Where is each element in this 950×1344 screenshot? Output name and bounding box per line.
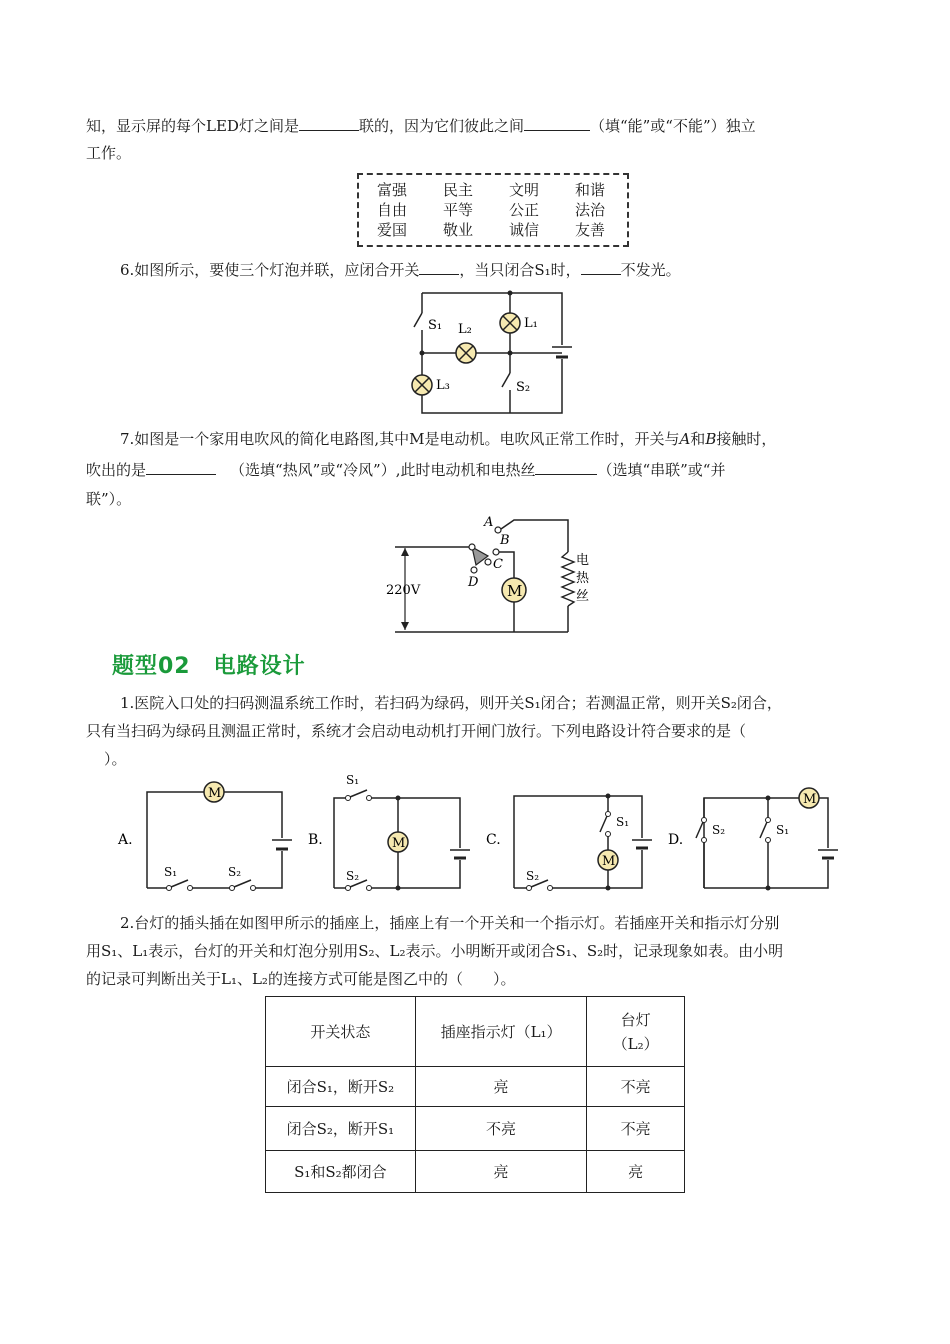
- d2-line2: 用S₁、L₁表示，台灯的开关和灯泡分别用S₂、L₂表示。小明断开或闭合S₁、S₂时，记录现象如表。由小明: [86, 942, 784, 960]
- battery-icon: [552, 347, 572, 357]
- slogan: 公正: [509, 201, 540, 219]
- slogan: 富强: [377, 181, 408, 199]
- arrow-down-icon: [401, 622, 409, 630]
- label-s1: S₁: [428, 318, 443, 333]
- q7-letter-b: B: [705, 430, 717, 448]
- label-s2: S₂: [516, 380, 531, 395]
- label-m: M: [507, 582, 523, 600]
- q6-question: [120, 258, 681, 281]
- q5-text-c: （填“能”或“不能”）独立: [589, 117, 756, 135]
- table-cell: 亮: [415, 1067, 587, 1107]
- d1-line2: 只有当扫码为绿码且测温正常时，系统才会启动电动机打开闸门放行。下列电路设计符合要求的是（: [86, 722, 747, 740]
- table-header-l2-b: （L₂）: [612, 1034, 659, 1053]
- table-row: [266, 1067, 685, 1107]
- slogan-grid: [377, 180, 627, 240]
- slogan: 文明: [509, 181, 540, 199]
- table-header-row: [266, 997, 685, 1067]
- slogan-box: [357, 173, 629, 247]
- contact-b: [493, 549, 499, 555]
- slogan: 和谐: [575, 181, 606, 199]
- q7-letter-a: A: [679, 430, 691, 448]
- option-c-label[interactable]: C.: [486, 832, 501, 848]
- q6-circuit-diagram: [400, 285, 580, 420]
- q5-blank-1[interactable]: [299, 114, 359, 131]
- q5-line2: 工作。: [86, 144, 132, 162]
- lamp-l1-icon: [500, 313, 520, 333]
- contact-pivot: [469, 544, 475, 550]
- lamp-l3-icon: [412, 375, 432, 395]
- slogan: 友善: [575, 221, 606, 239]
- label-s2: S₂: [526, 869, 540, 883]
- record-table: [265, 996, 685, 1193]
- wire: [501, 520, 568, 552]
- q7-text-c: （选填“热风”或“冷风”）,此时电动机和电热丝: [230, 461, 536, 479]
- table-cell: 不亮: [587, 1107, 685, 1151]
- slogan: 爱国: [377, 221, 408, 239]
- label-220v: 220V: [386, 583, 421, 598]
- q6-blank-2[interactable]: [581, 258, 621, 275]
- table-cell: 不亮: [415, 1107, 587, 1151]
- q5-line1: [86, 114, 756, 137]
- lamp-l2-icon: [456, 343, 476, 363]
- slogan: 敬业: [443, 221, 474, 239]
- label-heater-3: 丝: [576, 589, 590, 604]
- motor-label: M: [803, 792, 817, 807]
- motor-label: M: [602, 854, 616, 869]
- q7-line3: 联”）。: [86, 490, 132, 508]
- motor-icon: [502, 578, 526, 602]
- q6-text-b: ，当只闭合S₁时，: [459, 261, 581, 279]
- slogan: 自由: [377, 201, 408, 219]
- table-row: [266, 1151, 685, 1193]
- label-heater-1: 电: [576, 553, 590, 568]
- option-d-label[interactable]: D.: [668, 832, 684, 848]
- q6-text-c: 不发光。: [620, 261, 681, 279]
- table-header: 插座指示灯（L₁）: [415, 997, 587, 1067]
- contact-c: [485, 559, 491, 565]
- label-c: C: [493, 557, 503, 572]
- option-c-circuit[interactable]: [514, 794, 652, 891]
- label-a: A: [484, 515, 494, 530]
- label-b: B: [500, 533, 510, 548]
- table-header: [587, 997, 685, 1067]
- slogan: 民主: [443, 181, 474, 199]
- q7-blank-1[interactable]: [146, 458, 216, 475]
- d1-line3: ）。: [104, 750, 127, 768]
- motor-label: M: [392, 836, 406, 851]
- q7-text-d: （选填“串联”或“并: [597, 461, 726, 479]
- d2-line1: 2.台灯的插头插在如图甲所示的插座上，插座上有一个开关和一个指示灯。若插座开关和指示灯分别: [120, 914, 780, 932]
- label-l2: L₂: [458, 322, 472, 337]
- motor-label: M: [208, 786, 222, 801]
- table-cell: 亮: [415, 1151, 587, 1193]
- label-l3: L₃: [436, 378, 450, 393]
- option-b-label[interactable]: B.: [308, 832, 323, 848]
- q7-text-end: 接触时，: [716, 430, 777, 448]
- wire: [422, 293, 562, 345]
- label-s2: S₂: [712, 823, 726, 837]
- q7-line2: [86, 458, 725, 481]
- table-cell: 不亮: [587, 1067, 685, 1107]
- table-cell: 亮: [587, 1151, 685, 1193]
- slogan: 平等: [443, 201, 474, 219]
- switch-s2-icon: [502, 373, 510, 387]
- q7-text-b: 吹出的是: [86, 461, 147, 479]
- arrow-up-icon: [401, 548, 409, 556]
- option-a-circuit[interactable]: [147, 782, 292, 891]
- label-d: D: [468, 575, 479, 590]
- slogan: 法治: [575, 201, 606, 219]
- option-a-label[interactable]: A.: [118, 832, 133, 848]
- q5-text-b: 联的，因为它们彼此之间: [358, 117, 524, 135]
- label-s1: S₁: [776, 823, 790, 837]
- label-s1: S₁: [616, 815, 630, 829]
- table-header: 开关状态: [266, 997, 416, 1067]
- table-cell: 闭合S₂，断开S₁: [266, 1107, 416, 1151]
- switch-s1-icon: [414, 313, 422, 327]
- d1-option-circuits: [112, 773, 842, 900]
- table-row: [266, 1107, 685, 1151]
- d1-line1: 1.医院入口处的扫码测温系统工作时，若扫码为绿码，则开关S₁闭合；若测温正常，则开关S₂闭合，: [120, 694, 782, 712]
- q5-text-a: 知，显示屏的每个LED灯之间是: [86, 117, 299, 135]
- slogan: 诚信: [509, 221, 540, 239]
- label-heater-2: 热: [576, 571, 590, 586]
- label-s1: S₁: [164, 865, 178, 879]
- q6-text-a: 6.如图所示，要使三个灯泡并联，应闭合开关: [120, 261, 420, 279]
- option-b-circuit[interactable]: [334, 773, 470, 891]
- q7-text-a: 7.如图是一个家用电吹风的简化电路图,其中M是电动机。电吹风正常工作时，开关与: [120, 430, 680, 448]
- q7-blank-2[interactable]: [535, 458, 597, 475]
- d2-line3: 的记录可判断出关于L₁、L₂的连接方式可能是图乙中的（ ）。: [86, 970, 516, 988]
- label-s1: S₁: [346, 773, 360, 787]
- q5-blank-2[interactable]: [524, 114, 590, 131]
- option-d-circuit[interactable]: [696, 788, 838, 891]
- label-s2: S₂: [346, 869, 360, 883]
- q7-text-and: 和: [690, 430, 706, 448]
- label-l1: L₁: [524, 316, 538, 331]
- section-heading: 题型02 电路设计: [112, 654, 306, 679]
- q6-blank-1[interactable]: [419, 258, 459, 275]
- table-header-l2-a: 台灯: [620, 1010, 651, 1029]
- contact-d: [471, 567, 477, 573]
- q7-line1: [120, 428, 776, 450]
- q7-circuit-diagram: [380, 512, 590, 640]
- table-cell: S₁和S₂都闭合: [266, 1151, 416, 1193]
- label-s2: S₂: [228, 865, 242, 879]
- table-cell: 闭合S₁，断开S₂: [266, 1067, 416, 1107]
- heater-coil-icon: [562, 552, 574, 606]
